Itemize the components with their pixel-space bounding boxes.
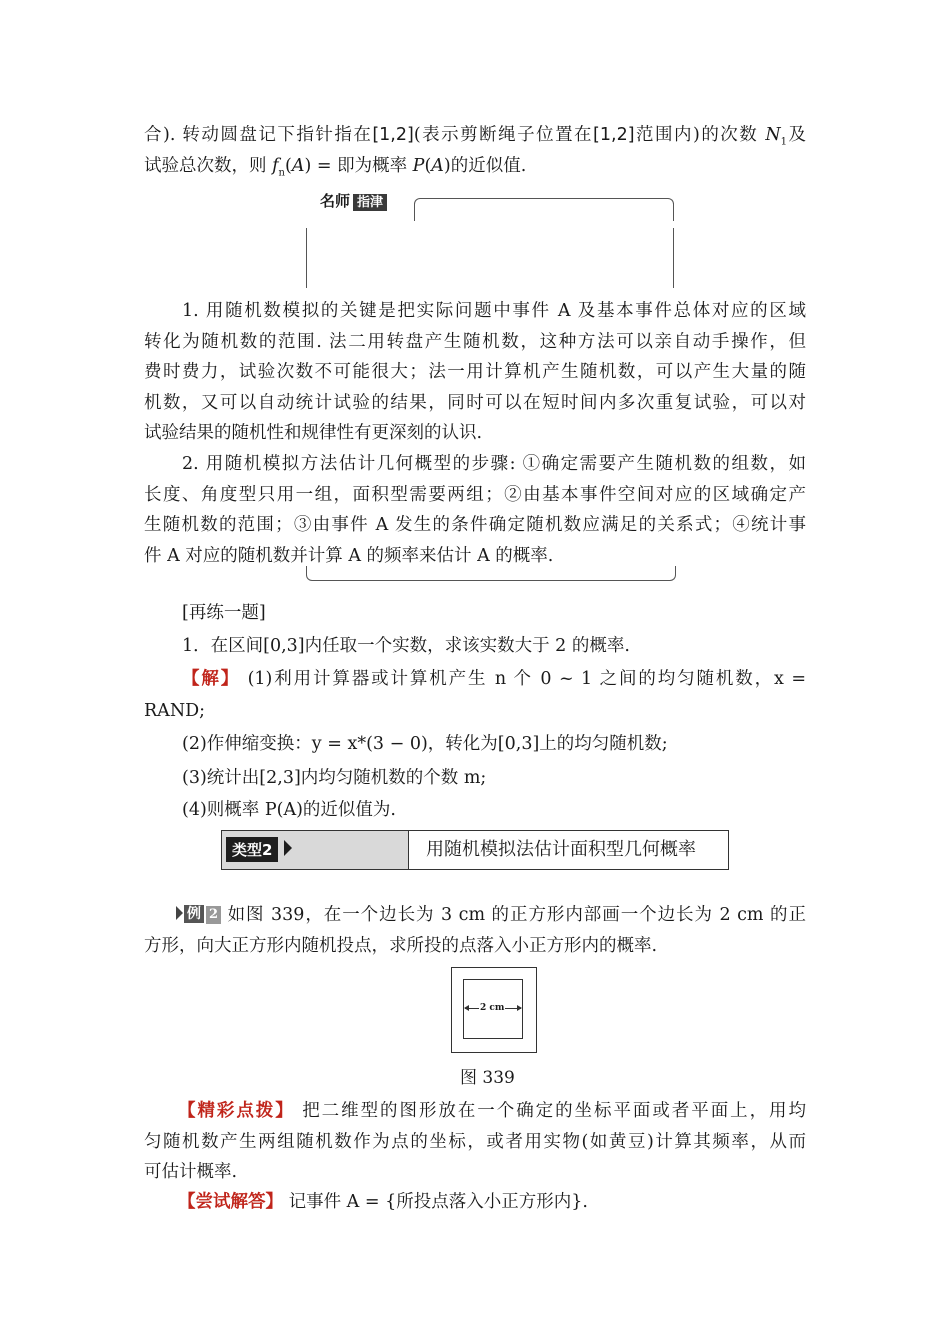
dimension-label: 2 cm bbox=[480, 1003, 505, 1013]
analysis-line-1: 【精彩点拨】 把二维型的图形放在一个确定的坐标平面或者平面上，用均 bbox=[178, 1101, 806, 1121]
solution-line-3: (3)统计出[2,3]内均匀随机数的个数 m; bbox=[182, 768, 487, 788]
practice-heading: [再练一题] bbox=[182, 603, 266, 623]
tip-p1-line-3: 费时费力，试验次数不可能很大；法一用计算机产生随机数，可以产生大量的随 bbox=[144, 362, 806, 382]
type-label: 类型2 bbox=[226, 837, 278, 862]
type-banner-tag bbox=[222, 831, 409, 869]
arrow-left-icon bbox=[464, 1005, 469, 1011]
tip-box-right-border bbox=[673, 228, 674, 288]
tip-p1-line-1: 1. 用随机数模拟的关键是把实际问题中事件 A 及基本事件总体对应的区域 bbox=[182, 301, 806, 321]
attempt-label: 【尝试解答】 bbox=[178, 1192, 283, 1212]
example-number: 2 bbox=[206, 906, 221, 924]
tip-p2-line-4: 件 A 对应的随机数并计算 A 的频率来估计 A 的概率. bbox=[144, 546, 554, 566]
solution-line-1: 【解】 (1)利用计算器或计算机产生 n 个 0 ~ 1 之间的均匀随机数，x = bbox=[182, 669, 806, 689]
tip-p2-line-1: 2. 用随机模拟方法估计几何概型的步骤: ①确定需要产生随机数的组数，如 bbox=[182, 454, 806, 474]
intro-line-1: 合). 转动圆盘记下指针指在[1,2](表示剪断绳子位置在[1,2]范围内)的次数 $N_1$及 bbox=[144, 125, 807, 148]
solution-line-2: (2)作伸缩变换：y = x*(3 − 0)，转化为[0,3]上的均匀随机数; bbox=[182, 734, 668, 754]
tip-p1-line-5: 试验结果的随机性和规律性有更深刻的认识. bbox=[144, 423, 483, 443]
solution-line-4: (4)则概率 P(A)的近似值为. bbox=[182, 800, 396, 820]
arrow-right-icon bbox=[517, 1005, 522, 1011]
analysis-label: 【精彩点拨】 bbox=[178, 1101, 295, 1121]
figure-dimension bbox=[463, 1001, 523, 1015]
figure-caption: 图 339 bbox=[460, 1068, 515, 1088]
type-banner bbox=[221, 830, 729, 870]
solution-label: 【解】 bbox=[182, 669, 241, 689]
tip-box-left-border bbox=[306, 228, 307, 288]
tip-p1-line-4: 机数，又可以自动统计试验的结果，同时可以在短时间内多次重复试验，可以对 bbox=[144, 393, 806, 413]
practice-question-1: 1．在区间[0,3]内任取一个实数，求该实数大于 2 的概率. bbox=[182, 636, 630, 656]
tip-box bbox=[306, 192, 676, 290]
tip-box-bottom-border bbox=[306, 566, 676, 581]
tip-p2-line-3: 生随机数的范围；③由事件 A 发生的条件确定随机数应满足的关系式；④统计事 bbox=[144, 515, 806, 535]
example-line-2: 方形，向大正方形内随机投点，求所投的点落入小正方形内的概率. bbox=[144, 936, 658, 956]
tip-box-top-border bbox=[414, 198, 674, 221]
tip-p2-line-2: 长度、角度型只用一组，面积型需要两组；②由基本事件空间对应的区域确定产 bbox=[144, 485, 806, 505]
tip-p1-line-2: 转化为随机数的范围. 法二用转盘产生随机数，这种方法可以亲自动手操作，但 bbox=[144, 332, 806, 352]
analysis-line-3: 可估计概率. bbox=[144, 1162, 238, 1182]
example-line-1: 例 2 如图 339，在一个边长为 3 cm 的正方形内部画一个边长为 2 cm 的正 bbox=[176, 900, 806, 930]
intro-line-2: 试验总次数，则 $f_n(A)$ = 即为概率 P(A)的近似值. bbox=[144, 156, 527, 179]
solution-line-1b: RAND; bbox=[144, 701, 206, 721]
tip-title: 名师 指津 bbox=[320, 190, 387, 211]
type-banner-title: 用随机模拟法估计面积型几何概率 bbox=[426, 839, 696, 860]
example-tag: 例 bbox=[184, 905, 204, 923]
attempt-line: 【尝试解答】 记事件 A = {所投点落入小正方形内}. bbox=[178, 1192, 588, 1212]
triangle-arrow-icon bbox=[284, 840, 292, 856]
play-arrow-icon bbox=[176, 906, 183, 920]
analysis-line-2: 匀随机数产生两组随机数作为点的坐标，或者用实物(如黄豆)计算其频率，从而 bbox=[144, 1132, 806, 1152]
